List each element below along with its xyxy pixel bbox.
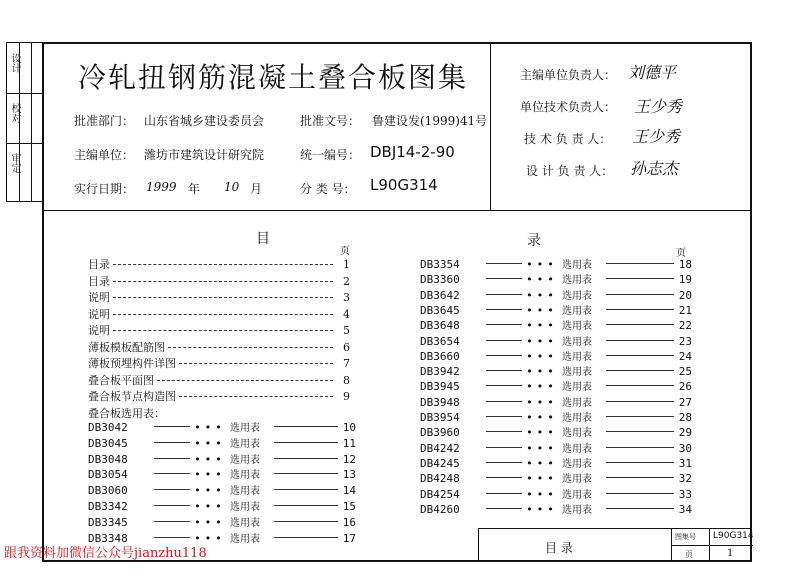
toc-leader	[154, 505, 190, 506]
toc-table-code: DB4260	[420, 502, 460, 516]
toc-leader	[606, 431, 674, 432]
toc-leader	[486, 385, 522, 386]
toc-leader	[113, 314, 333, 315]
toc-table-code: DB3648	[420, 319, 460, 333]
toc-entry-page: 27	[678, 395, 692, 409]
toc-dots: •••	[194, 515, 226, 529]
toc-leader	[486, 324, 522, 325]
toc-table-code: DB3054	[88, 468, 128, 482]
toc-table-entry	[420, 256, 692, 271]
toc-table-type: 选用表	[562, 351, 592, 363]
toc-table-type: 选用表	[562, 474, 592, 486]
title-block	[478, 528, 752, 562]
toc-table-code: DB3045	[88, 436, 128, 450]
toc-dots: •••	[194, 452, 226, 466]
toc-entry-page: 11	[342, 436, 356, 450]
toc-leader	[113, 281, 333, 282]
strip-divider	[7, 93, 43, 94]
toc-table-code: DB3942	[420, 365, 460, 379]
toc-table-entry	[420, 363, 692, 378]
toc-leader	[274, 537, 338, 538]
strip-label-check: 校对	[9, 103, 20, 123]
toc-entry-page: 6	[343, 340, 350, 354]
toc-leader	[606, 324, 674, 325]
page-label: 页	[685, 550, 693, 559]
toc-leader	[606, 493, 674, 494]
category-label: 分 类 号：	[300, 182, 356, 196]
toc-entry-page: 18	[678, 258, 692, 271]
toc-table-code: DB3960	[420, 426, 460, 440]
toc-entry-label: 目录	[88, 274, 110, 288]
toc-leader	[606, 370, 674, 371]
toc-entry-page: 21	[678, 303, 692, 317]
toc-table-code: DB4245	[420, 456, 460, 470]
toc-entry-page: 4	[343, 307, 350, 321]
toc-entry-page: 25	[678, 365, 692, 379]
toc-table-entry	[420, 440, 692, 455]
toc-table-type: 选用表	[562, 413, 592, 424]
toc-table-type: 选用表	[230, 486, 260, 498]
toc-entry-page: 8	[343, 373, 350, 387]
toc-dots: •••	[526, 472, 558, 486]
toc-leader	[113, 330, 333, 331]
toc-table-entry	[420, 287, 692, 302]
approval-strip	[6, 42, 42, 202]
toc-table-entry	[420, 378, 692, 393]
toc-entry-page: 17	[342, 531, 356, 545]
toc-table-entry	[420, 348, 692, 363]
toc-table-code: DB3048	[88, 452, 128, 466]
toc-title-right: 录	[527, 233, 541, 249]
toc-entry-page: 26	[678, 380, 692, 394]
toc-dots: •••	[194, 436, 226, 450]
toc-entry-page: 2	[343, 274, 350, 288]
toc-leader	[486, 431, 522, 432]
toc-entry-page: 10	[342, 421, 356, 434]
toc-entry-page: 16	[342, 515, 356, 529]
toc-dots: •••	[194, 500, 226, 513]
toc-leader	[606, 416, 674, 417]
toc-table-type: 选用表	[562, 321, 592, 333]
toc-table-entry	[88, 514, 356, 529]
toc-dots: •••	[526, 456, 558, 470]
toc-leader	[154, 442, 190, 443]
toc-entry-page: 24	[678, 349, 692, 363]
toc-entry-page: 31	[678, 456, 692, 470]
toc-table-code: DB3342	[88, 500, 128, 513]
toc-leader	[606, 340, 674, 341]
signature: 王少秀	[634, 97, 683, 116]
toc-entry-page: 28	[678, 411, 692, 424]
toc-table-type: 选用表	[562, 397, 592, 409]
toc-table-entry	[420, 394, 692, 409]
signature: 王少秀	[632, 127, 681, 146]
approval-dept-label: 批准部门：	[74, 114, 135, 128]
toc-table-type: 选用表	[230, 423, 260, 434]
page-number: 1	[727, 548, 734, 559]
toc-dots: •••	[194, 484, 226, 498]
toc-table-type: 选用表	[562, 382, 592, 394]
toc-leader	[486, 278, 522, 279]
toc-entry-label: 目录	[88, 258, 110, 271]
toc-table-entry	[88, 498, 356, 513]
toc-entry	[88, 339, 350, 355]
toc-entry-page: 5	[343, 324, 350, 337]
toc-table-type: 选用表	[562, 367, 592, 379]
toc-dots: •••	[526, 365, 558, 379]
toc-leader	[274, 521, 338, 522]
page-column-label: 页	[676, 248, 686, 259]
toc-leader	[154, 521, 190, 522]
toc-entry-page: 32	[678, 472, 692, 486]
toc-leader	[486, 340, 522, 341]
toc-dots: •••	[526, 258, 558, 271]
toc-entry	[88, 322, 350, 338]
page-column-label: 页	[340, 246, 350, 257]
toc-entry	[88, 355, 350, 371]
toc-leader	[154, 537, 190, 538]
signature: 刘德平	[628, 63, 677, 82]
toc-table-entry	[88, 482, 356, 497]
page-title: 冷轧扭钢筋混凝土叠合板图集	[78, 61, 469, 94]
toc-leader	[486, 294, 522, 295]
toc-entry-label: 叠合板节点构造图	[88, 390, 176, 403]
toc-leader	[274, 505, 338, 506]
toc-table-entry	[88, 419, 356, 434]
toc-entry	[88, 273, 350, 289]
signature-label: 设 计 负 责 人：	[526, 164, 614, 178]
toc-table-entry	[88, 451, 356, 466]
toc-table-entry	[420, 486, 692, 501]
toc-leader	[274, 426, 338, 427]
impl-date-month: 10	[224, 180, 240, 194]
toc-leader	[179, 363, 333, 364]
toc-leader	[486, 416, 522, 417]
toc-leader	[274, 489, 338, 490]
toc-entry	[88, 256, 350, 272]
toc-table-code: DB3660	[420, 349, 460, 363]
approval-doc-label: 批准文号：	[300, 114, 361, 128]
toc-entry-label: 说明	[88, 307, 110, 321]
watermark-text: 跟我资料加微信公众号jianzhu118	[4, 546, 207, 561]
toc-entry-page: 23	[678, 334, 692, 348]
title-block-divider	[671, 545, 753, 546]
toc-table-type: 选用表	[562, 336, 592, 348]
toc-leader	[486, 263, 522, 264]
toc-leader	[157, 380, 333, 381]
toc-table-code: DB4248	[420, 472, 460, 486]
toc-table-entry	[420, 333, 692, 348]
toc-leader	[606, 309, 674, 310]
toc-table-code: DB3948	[420, 395, 460, 409]
toc-leader	[606, 263, 674, 264]
toc-table-code: DB4242	[420, 441, 460, 455]
unified-no-label: 统一编号：	[300, 148, 361, 162]
toc-entry-label: 薄板模板配筋图	[88, 340, 165, 354]
set-no-value: L90G314	[713, 531, 754, 541]
toc-table-entry	[88, 466, 356, 481]
impl-date-label: 实行日期：	[74, 182, 135, 196]
toc-table-code: DB3345	[88, 515, 128, 529]
toc-table-code: DB4254	[420, 487, 460, 501]
toc-table-entry	[420, 470, 692, 485]
toc-dots: •••	[526, 349, 558, 363]
toc-dots: •••	[526, 441, 558, 455]
toc-table-code: DB3645	[420, 303, 460, 317]
toc-table-type: 选用表	[562, 260, 592, 271]
toc-leader	[154, 473, 190, 474]
toc-table-entry	[88, 435, 356, 450]
unified-no-value: DBJ14-2-90	[370, 143, 455, 161]
toc-leader	[486, 477, 522, 478]
toc-dots: •••	[526, 303, 558, 317]
toc-dots: •••	[194, 531, 226, 545]
toc-entry-page: 30	[678, 441, 692, 455]
toc-leader	[168, 347, 333, 348]
toc-entry	[88, 289, 350, 305]
toc-entry	[88, 306, 350, 322]
toc-leader	[274, 473, 338, 474]
toc-leader	[606, 477, 674, 478]
toc-entry-page: 3	[343, 291, 350, 304]
toc-leader	[113, 297, 333, 298]
toc-table-type: 选用表	[230, 533, 260, 545]
toc-table-type: 选用表	[230, 517, 260, 529]
toc-table-code: DB3042	[88, 421, 128, 434]
toc-leader	[486, 508, 522, 509]
toc-entry-page: 7	[343, 357, 350, 370]
toc-leader	[274, 442, 338, 443]
toc-leader	[606, 278, 674, 279]
toc-table-code: DB3954	[420, 411, 460, 424]
header-divider	[42, 210, 752, 211]
signature-label: 技 术 负 责 人：	[524, 132, 612, 146]
toc-leader	[606, 385, 674, 386]
toc-table-type: 选用表	[562, 504, 592, 516]
signature-label: 单位技术负责人：	[520, 100, 617, 114]
strip-label-design: 设计	[9, 53, 20, 73]
toc-dots: •••	[526, 288, 558, 302]
approval-doc-value: 鲁建设发(1999)41号	[372, 114, 488, 128]
toc-leader	[486, 493, 522, 494]
approval-dept-value: 山东省城乡建设委员会	[144, 114, 265, 128]
toc-leader	[486, 355, 522, 356]
toc-table-entry	[420, 317, 692, 332]
toc-dots: •••	[526, 426, 558, 440]
toc-dots: •••	[526, 319, 558, 333]
toc-table-type: 选用表	[230, 502, 260, 513]
toc-table-code: DB3654	[420, 334, 460, 348]
toc-entry-label: 叠合板平面图	[88, 373, 154, 387]
impl-date-year-unit: 年	[188, 182, 201, 196]
toc-table-entry	[420, 409, 692, 424]
strip-divider	[7, 143, 43, 144]
signature: 孙志杰	[630, 159, 679, 178]
toc-entry-label: 说明	[88, 291, 110, 304]
toc-dots: •••	[526, 395, 558, 409]
toc-table-code: DB3060	[88, 484, 128, 498]
toc-entry-page: 22	[678, 319, 692, 333]
toc-dots: •••	[526, 502, 558, 516]
strip-label-audit: 审定	[9, 153, 20, 173]
toc-entry-page: 13	[342, 468, 356, 482]
toc-leader	[606, 508, 674, 509]
toc-dots: •••	[194, 468, 226, 482]
toc-entry	[88, 372, 350, 388]
toc-table-entry	[420, 302, 692, 317]
toc-leader	[606, 401, 674, 402]
editor-unit-value: 潍坊市建筑设计研究院	[144, 148, 265, 162]
toc-table-type: 选用表	[230, 438, 260, 450]
title-block-title: 目 录	[545, 541, 573, 555]
strip-divider	[31, 43, 32, 201]
toc-leader	[154, 489, 190, 490]
impl-date-month-unit: 月	[250, 182, 263, 196]
toc-leader	[154, 458, 190, 459]
toc-dots: •••	[526, 487, 558, 501]
toc-table-type: 选用表	[562, 275, 592, 287]
toc-entry-label: 说明	[88, 324, 110, 337]
toc-table-entry	[420, 501, 692, 516]
toc-table-code: DB3348	[88, 531, 128, 545]
toc-leader	[274, 458, 338, 459]
impl-date-year: 1999	[146, 180, 177, 194]
toc-entry-page: 19	[678, 273, 692, 287]
toc-table-type: 选用表	[562, 443, 592, 455]
toc-leader	[486, 462, 522, 463]
signature-label: 主编单位负责人：	[520, 68, 617, 82]
toc-entry-page: 1	[343, 258, 350, 271]
toc-entry-page: 12	[342, 452, 356, 466]
header-divider	[490, 42, 491, 210]
toc-leader	[486, 401, 522, 402]
toc-table-code: DB3945	[420, 380, 460, 394]
toc-dots: •••	[526, 334, 558, 348]
toc-leader	[113, 264, 333, 265]
toc-table-type: 选用表	[562, 428, 592, 440]
editor-unit-label: 主编单位：	[74, 148, 135, 162]
toc-table-type: 选用表	[562, 489, 592, 501]
toc-leader	[179, 396, 333, 397]
toc-leader	[606, 462, 674, 463]
toc-leader	[486, 447, 522, 448]
toc-table-entry	[420, 271, 692, 286]
toc-dots: •••	[194, 421, 226, 434]
set-no-label: 图集号	[675, 533, 696, 541]
toc-leader	[606, 294, 674, 295]
toc-table-type: 选用表	[562, 305, 592, 317]
toc-subheading: 叠合板选用表：	[88, 407, 165, 420]
toc-leader	[606, 355, 674, 356]
toc-entry-page: 15	[342, 500, 356, 513]
toc-table-type: 选用表	[230, 470, 260, 482]
toc-table-type: 选用表	[562, 458, 592, 470]
toc-dots: •••	[526, 411, 558, 424]
toc-entry-page: 20	[678, 288, 692, 302]
toc-leader	[486, 309, 522, 310]
toc-entry-page: 33	[678, 487, 692, 501]
toc-entry-label: 薄板预埋构件详图	[88, 357, 176, 370]
toc-table-code: DB3642	[420, 288, 460, 302]
category-value: L90G314	[370, 176, 438, 194]
toc-table-type: 选用表	[562, 290, 592, 302]
toc-leader	[606, 447, 674, 448]
toc-table-entry	[420, 424, 692, 439]
toc-title-left: 目	[256, 231, 270, 247]
toc-leader	[486, 370, 522, 371]
toc-entry-page: 29	[678, 426, 692, 440]
toc-table-code: DB3354	[420, 258, 460, 271]
toc-dots: •••	[526, 380, 558, 394]
toc-leader	[154, 426, 190, 427]
toc-table-type: 选用表	[230, 454, 260, 466]
toc-dots: •••	[526, 273, 558, 287]
toc-table-code: DB3360	[420, 273, 460, 287]
toc-entry-page: 9	[343, 390, 350, 403]
toc-entry	[88, 388, 350, 404]
toc-table-entry	[420, 455, 692, 470]
toc-entry-page: 34	[678, 502, 692, 516]
toc-entry-page: 14	[342, 484, 356, 498]
